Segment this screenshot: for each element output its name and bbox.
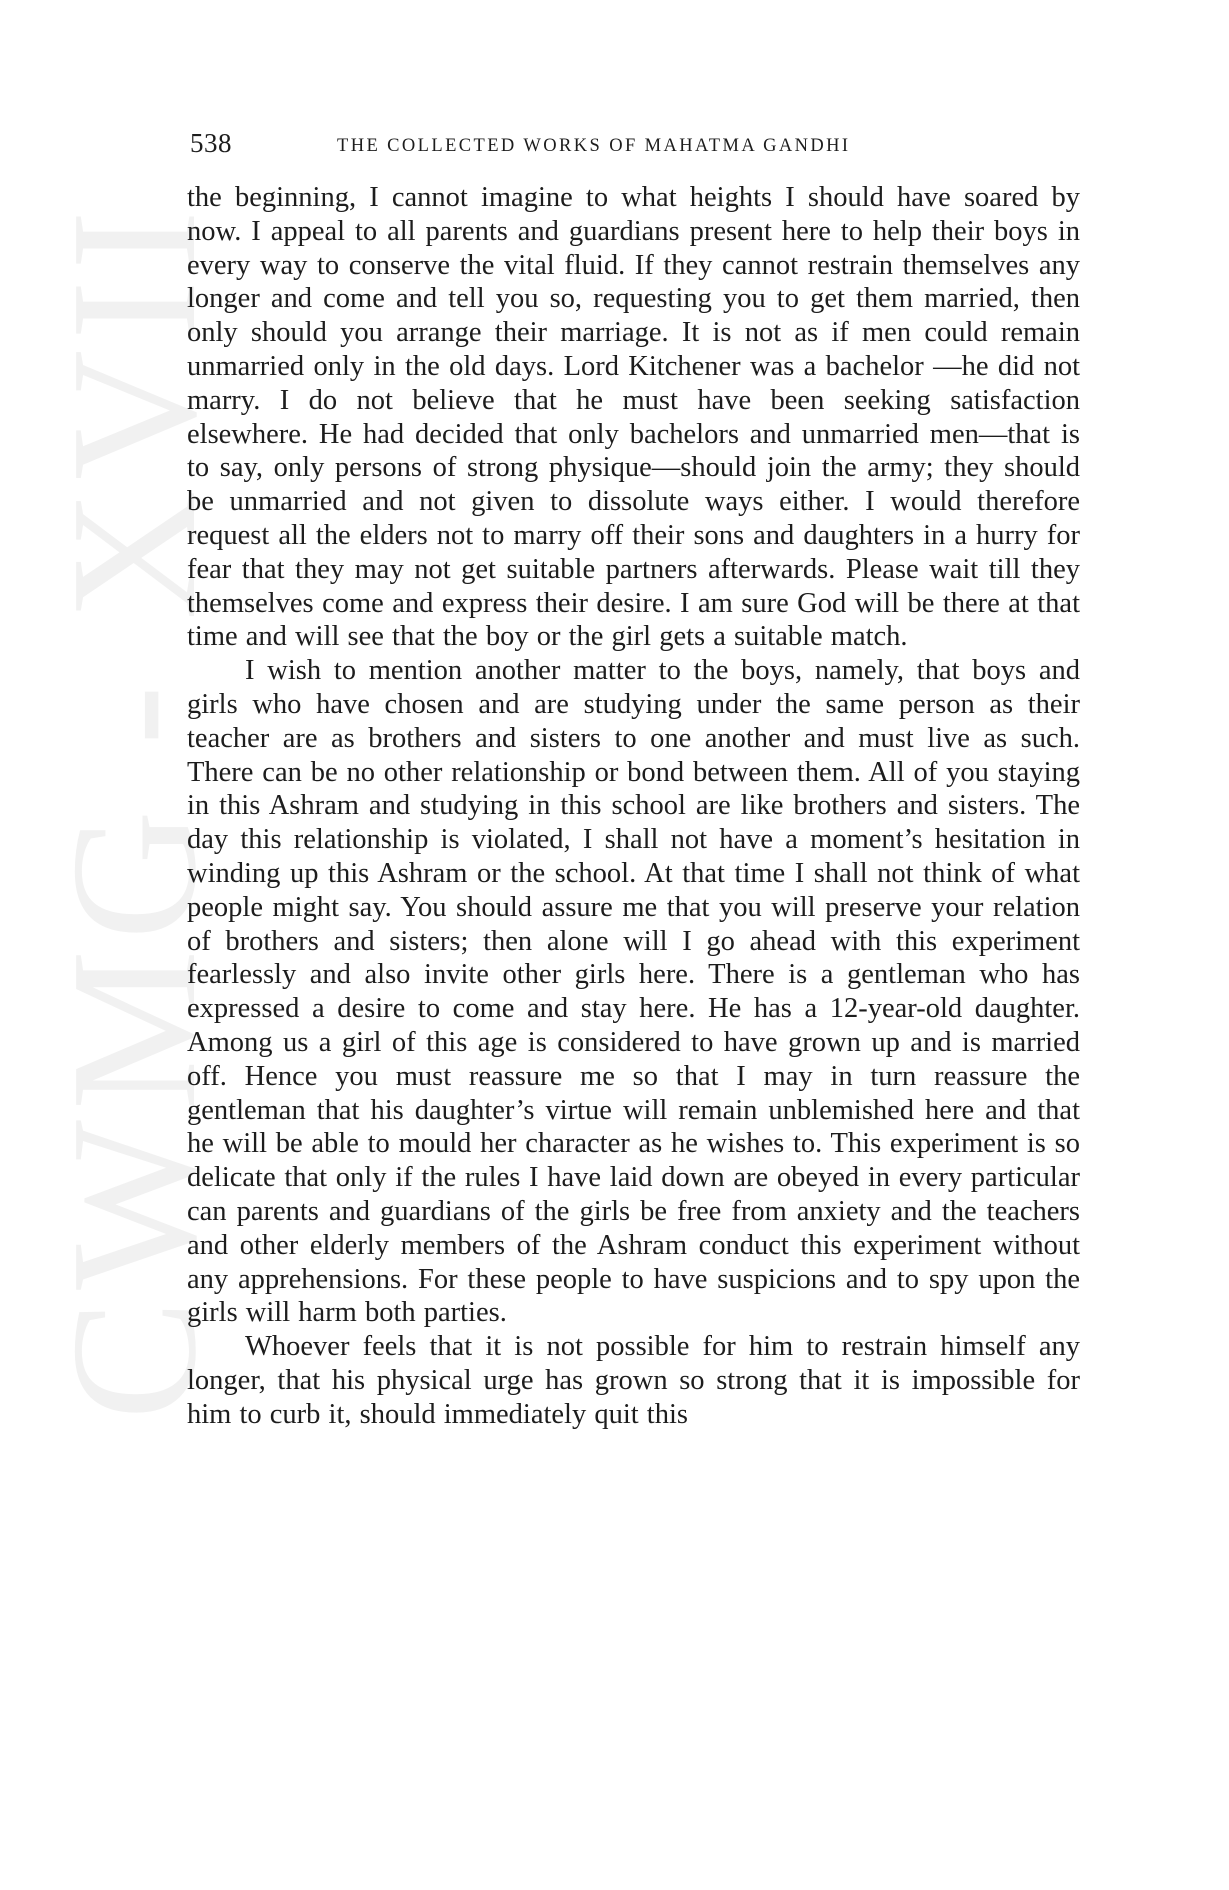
running-head (190, 128, 1076, 168)
watermark: CWMG - XVII (34, 200, 233, 1420)
paragraph: Whoever feels that it is not possible for him to restrain himself any longer, that his physical urge has grown so strong that it is impossible for him to curb it, should immediately quit this (187, 1331, 1080, 1430)
book-title: THE COLLECTED WORKS OF MAHATMA GANDHI (337, 136, 851, 156)
paragraph-continued: the beginning, I cannot imagine to what heights I should have soared by now. I appeal to all parents and guardians present here to help their boys in every way to conserve the vital fluid. If they cannot restrain themselves any longer and come and tell you so, requesting you to get them married, then only should you arrange their marriage. It is not as if men could remain unmarried only in the old days. Lord Kitchener was a bachelor —he did not marry. I do not believe that he must have been seeking satisfaction elsewhere. He had decided that only bachelors and unmarried men—that is to say, only persons of strong physique—should join the army; they should be unmarried and not given to dissolute ways either. I would therefore request all the elders not to marry off their sons and daughters in a hurry for fear that they may not get suitable partners afterwards. Please wait till they themselves come and express their desire. I am sure God will be there at that time and will see that the boy or the girl gets a suitable match. (187, 182, 1080, 653)
page-number: 538 (190, 128, 232, 158)
body-text (187, 181, 1080, 1431)
paragraph: I wish to mention another matter to the boys, namely, that boys and girls who have chosen and are studying under the same person as their teacher are as brothers and sisters to one another and must live as such. There can be no other relationship or bond between them. All of you staying in this Ashram and studying in this school are like brothers and sisters. The day this relationship is violated, I shall not have a moment’s hesitation in winding up this Ashram or the school. At that time I shall not think of what people might say. You should assure me that you will preserve your relation of brothers and sisters; then alone will I go ahead with this experiment fearlessly and also invite other girls here. There is a gentleman who has expressed a desire to come and stay here. He has a 12-year-old daughter. Among us a girl of this age is considered to have grown up and is married off. Hence you must reassure me so that I may in turn reassure the gentleman that his daughter’s virtue will remain unblemished here and that he will be able to mould her character as he wishes to. This experiment is so delicate that only if the rules I have laid down are obeyed in every particular can parents and guardians of the girls be free from anxiety and the teachers and other elderly members of the Ashram conduct this experiment without any apprehensions. For these people to have suspicions and to spy upon the girls will harm both parties. (187, 655, 1080, 1329)
